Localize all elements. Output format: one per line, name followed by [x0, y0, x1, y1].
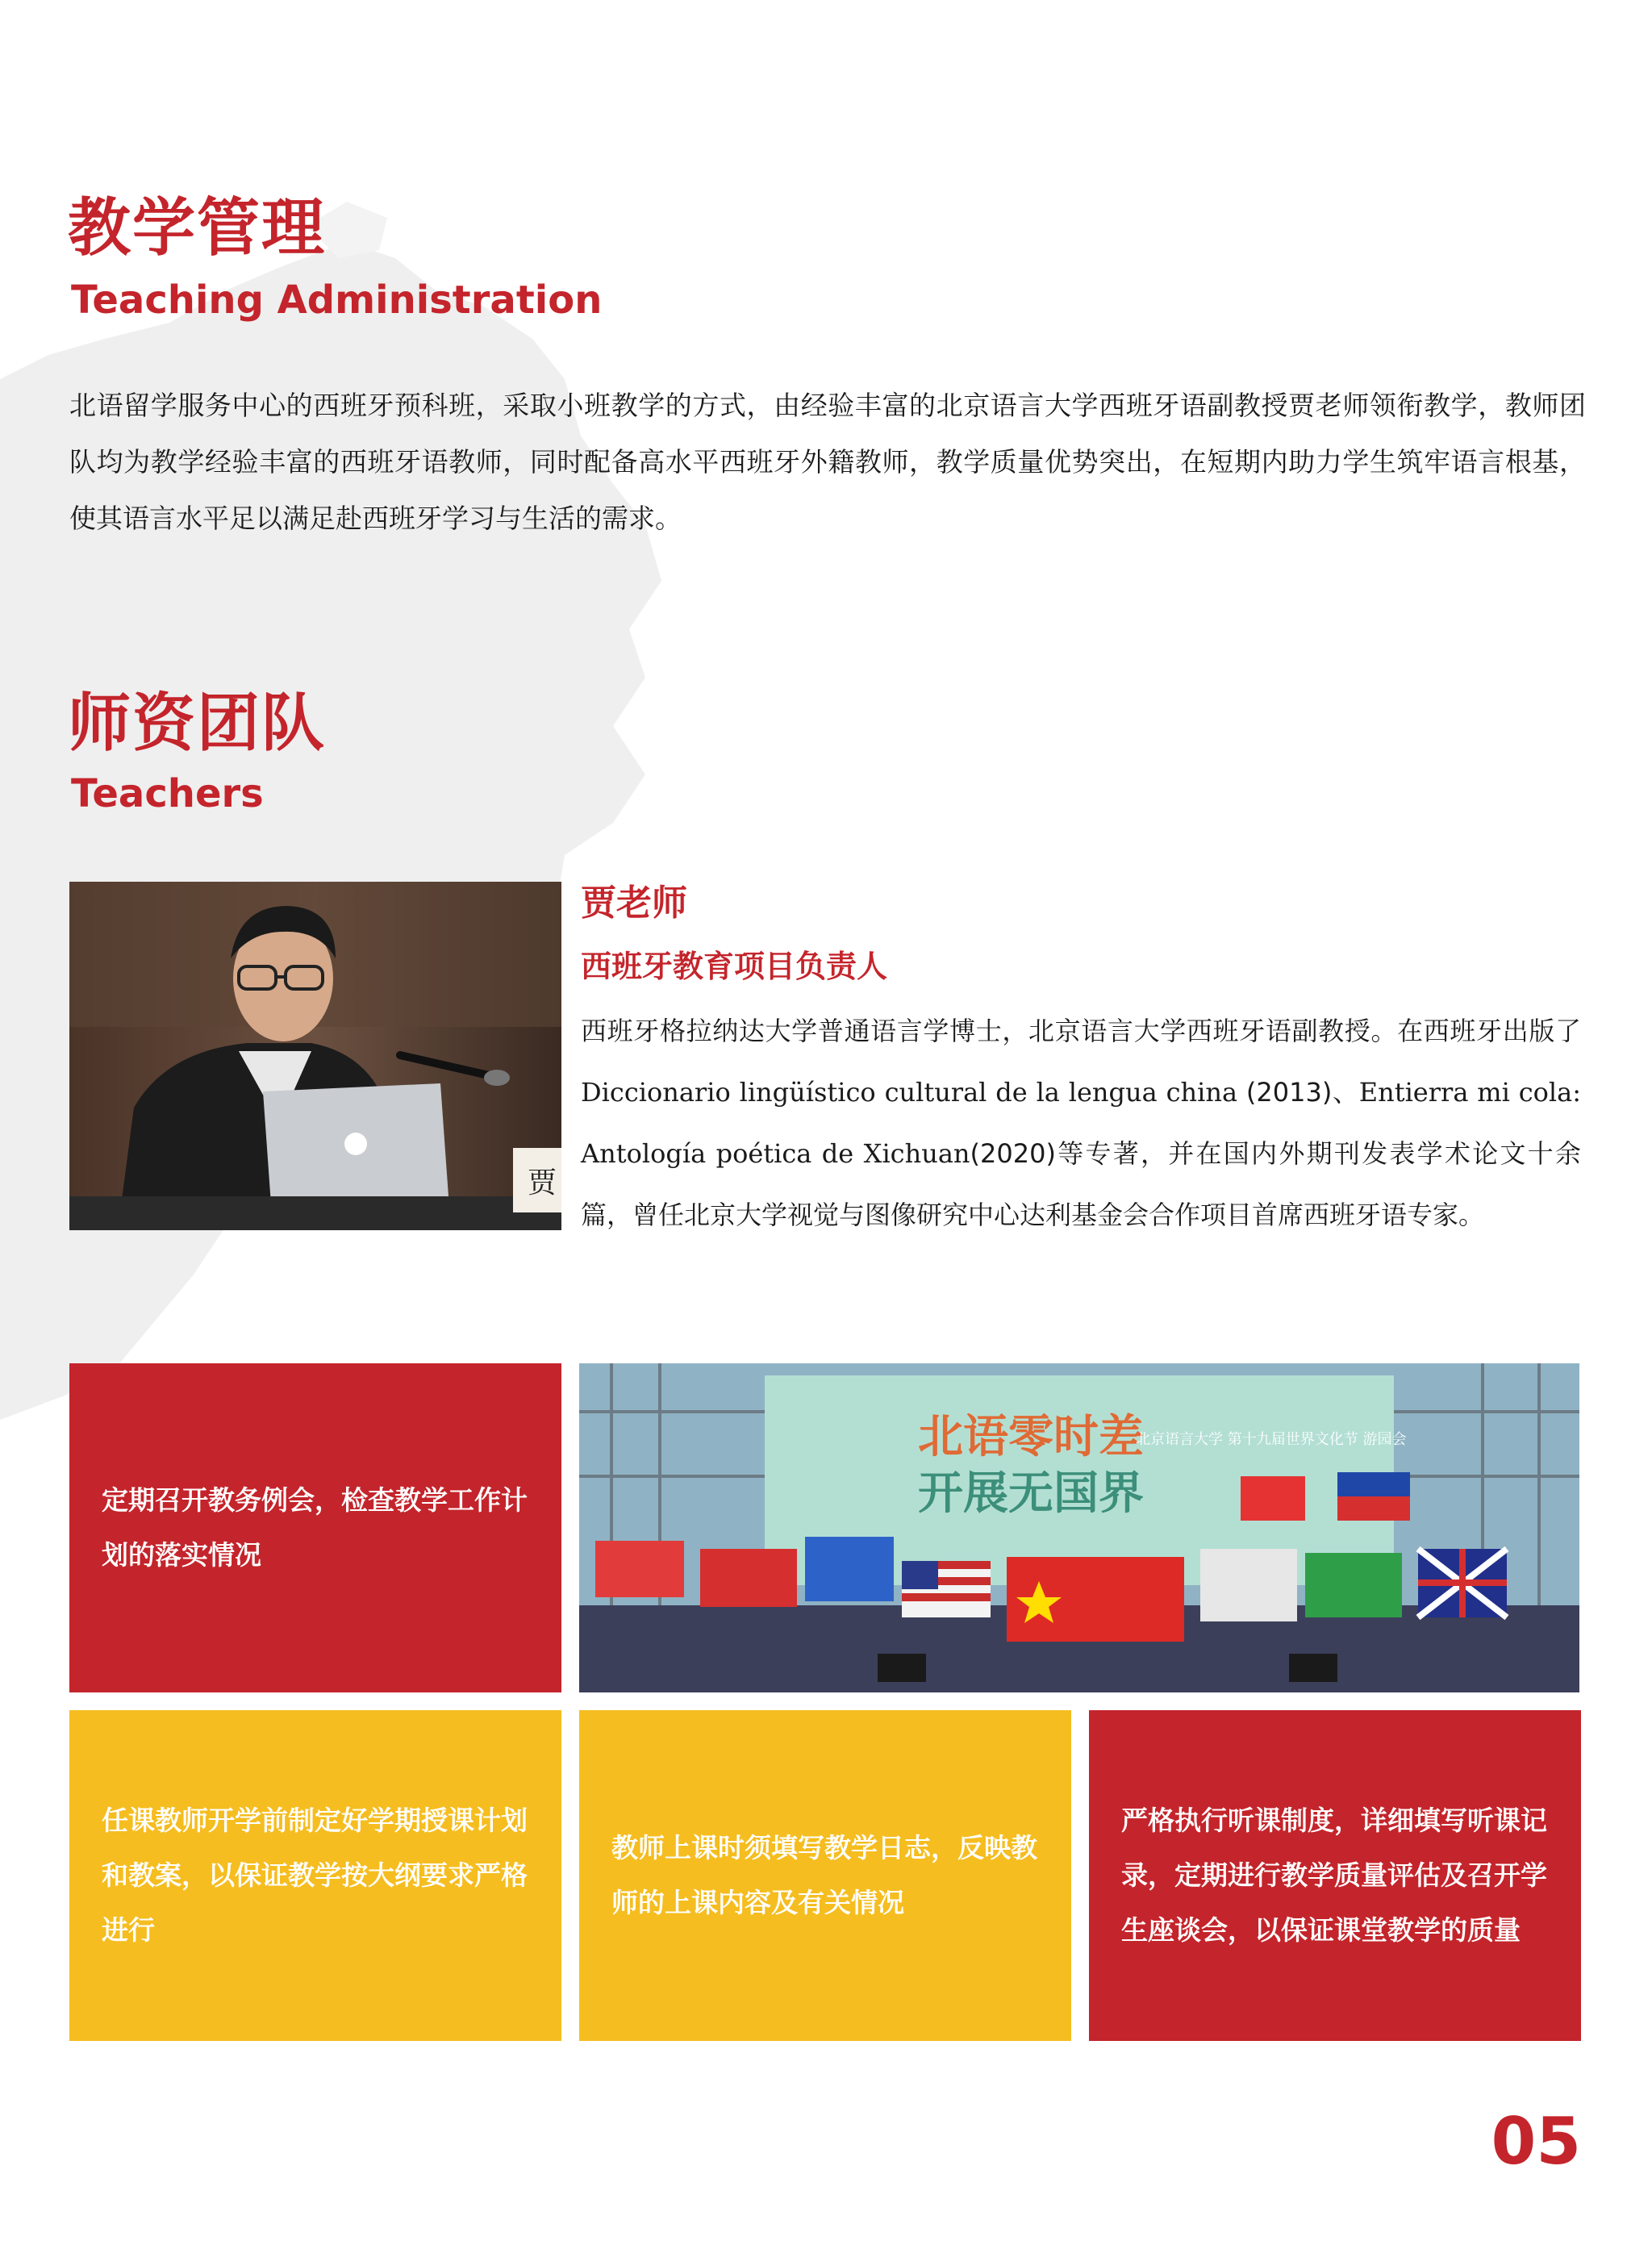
bio-book-2: Entierra mi cola: Antología poética de Xichuan [581, 1077, 1582, 1169]
section-subtitle-teachers: Teachers [71, 771, 264, 816]
bio-book-1: Diccionario lingüístico cultural de la lengua china [581, 1077, 1238, 1108]
section-title-teachers: 师资团队 [68, 687, 327, 760]
info-card-3-text: 教师上课时须填写教学日志，反映教师的上课内容及有关情况 [611, 1832, 1037, 1918]
info-card-1 [69, 1363, 561, 1692]
section-title-teaching-admin: 教学管理 [68, 192, 327, 265]
bio-part-3: (2020)等专著，并在国内外期刊发表学术论文十余篇，曾任北京大学视觉与图像研究中心达利基金会合作项目首席西班牙语专家。 [581, 1138, 1581, 1230]
info-card-2-text: 任课教师开学前制定好学期授课计划和教案，以保证教学按大纲要求严格进行 [102, 1805, 528, 1946]
intro-paragraph: 北语留学服务中心的西班牙预科班，采取小班教学的方式，由经验丰富的北京语言大学西班牙语副教授贾老师领衔教学，教师团队均为教学经验丰富的西班牙语教师，同时配备高水平西班牙外籍教师，教学质量优势突出，在短期内助力学生筑牢语言根基，使其语言水平足以满足赴西班牙学习与生活的需求。 [69, 390, 1586, 534]
bio-part-2: (2013)、 [1237, 1077, 1359, 1108]
teacher-name: 贾老师 [581, 883, 687, 924]
teacher-photo [69, 882, 561, 1230]
banner-side-text: 北京语言大学 第十九届世界文化节 游园会 [1136, 1431, 1407, 1448]
banner-line-2: 开展无国界 [918, 1467, 1144, 1520]
teacher-role: 西班牙教育项目负责人 [581, 949, 888, 984]
event-photo [579, 1363, 1579, 1692]
bio-part-1: 西班牙格拉纳达大学普通语言学博士，北京语言大学西班牙语副教授。在西班牙出版了 [581, 1016, 1581, 1046]
teacher-bio [581, 1000, 1581, 1246]
section-subtitle-teaching-admin: Teaching Administration [71, 278, 603, 323]
info-card-4-text: 严格执行听课制度，详细填写听课记录，定期进行教学质量评估及召开学生座谈会，以保证课堂教学的质量 [1121, 1805, 1547, 1946]
banner-line-1: 北语零时差 [918, 1411, 1144, 1463]
nameplate-text: 贾 [528, 1166, 557, 1200]
info-card-2 [69, 1710, 561, 2041]
info-card-3 [579, 1710, 1071, 2041]
info-card-4 [1089, 1710, 1581, 2041]
info-card-1-text: 定期召开教务例会，检查教学工作计划的落实情况 [102, 1484, 528, 1571]
page-number: 05 [1491, 2104, 1581, 2179]
